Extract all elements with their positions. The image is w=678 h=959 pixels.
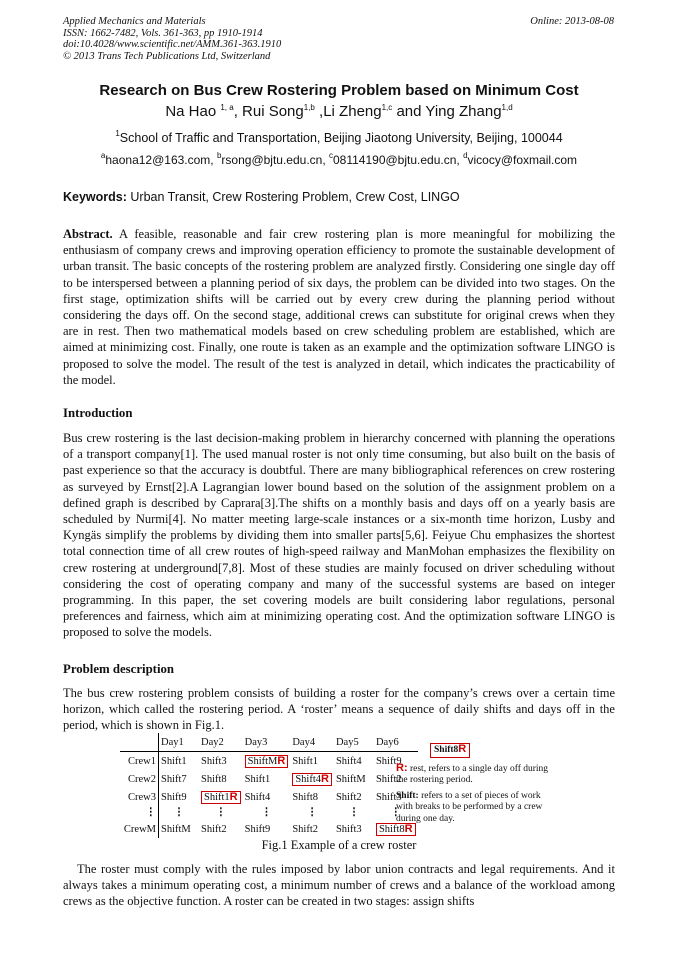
- day-header: Day6: [374, 733, 418, 752]
- abstract: [63, 226, 615, 388]
- shift-text: Shift4: [335, 755, 362, 767]
- shift-text: Shift9: [161, 791, 187, 803]
- keywords-label: Keywords:: [63, 190, 127, 204]
- roster-row: [120, 770, 418, 788]
- online-date: Online: 2013-08-08: [530, 16, 614, 27]
- author-sup: 1,c: [381, 103, 393, 112]
- shift-cell: [159, 820, 200, 838]
- day-header: Day3: [243, 733, 291, 752]
- shift-text: Shift1: [244, 773, 271, 785]
- shift-text: Shift2: [201, 823, 227, 835]
- rest-mark: R: [404, 823, 413, 835]
- abstract-text: A feasible, reasonable and fair crew rostering plan is more meaningful for mobilizing the enthusiasm of company crews and improving operation efficiency to promote the sustainable development of urban transit. The basic concepts of the rostering problem are analyzed firstly. Considering one single day off to be interspersed between a planning period of six days, the problem can be divided into two stages. On the first stage, optimization shifts will be carried out by every crew during the planning period without considering the days off. On the second stage, additional crews can substitute for original crews when they are in rest. Then two mathematical models based on crew scheduling problem are established, which are aimed at minimizing cost. Finally, one route is taken as an example and the optimization software LINGO is proposed to solve the model. The result of the test is analyzed in detail, which indicates the practicability of the model.: [63, 227, 615, 387]
- rest-box: [245, 755, 289, 768]
- ellipsis: ⋮: [348, 807, 360, 818]
- figure-caption: Fig.1 Example of a crew roster: [261, 838, 417, 852]
- roster-row: [120, 820, 418, 838]
- author-name: Rui Song: [242, 103, 304, 120]
- legend-shift-text: Shift8: [434, 745, 459, 755]
- email-sup: b: [216, 151, 222, 160]
- shift-cell: [243, 788, 291, 806]
- author-sup: 1,b: [303, 103, 315, 112]
- rest-mark: R: [321, 773, 329, 785]
- crew-label: Crew2: [120, 770, 159, 788]
- shift-cell: [334, 770, 374, 788]
- legend-shift-desc: refers to a set of pieces of work with breaks to be performed by a crew during one day.: [396, 790, 543, 824]
- email-link[interactable]: vicocy@foxmail.com: [467, 153, 578, 167]
- author-name: Li Zheng: [323, 103, 382, 120]
- email-link[interactable]: rsong@bjtu.edu.cn,: [221, 153, 329, 167]
- email-link[interactable]: 08114190@bjtu.edu.cn,: [333, 153, 464, 167]
- day-header: Day4: [290, 733, 334, 752]
- roster-ellipsis-row: [120, 806, 418, 820]
- legend-rest-label: R:: [396, 761, 408, 774]
- affiliation-text: School of Traffic and Transportation, Beijing Jiaotong University, Beijing, 100044: [119, 131, 563, 145]
- email-sup: a: [100, 151, 106, 160]
- rest-mark: R: [229, 791, 238, 803]
- author-name: Na Hao: [165, 103, 217, 120]
- author-sup: 1,d: [501, 103, 513, 112]
- closing-paragraph: The roster must comply with the rules imposed by labor union contracts and legal requirements. And it always takes a minimum operating cost, a minimum number of crews and a balance of the workload among crews as the objective function. A roster can be created in two stages: assign shifts: [63, 862, 615, 909]
- author-list: Na Hao $^{1, a}$, Rui Song$^{1,b}$ ,Li Zheng$^{1,c}$ and Ying Zhang$^{1,d}$: [165, 103, 513, 120]
- doi-line: doi:10.4028/www.scientific.net/AMM.361-363.1910: [63, 39, 282, 50]
- journal-name: Applied Mechanics and Materials: [63, 16, 206, 27]
- journal-header: [63, 16, 281, 62]
- shift-cell: [290, 770, 334, 788]
- shift-cell: [290, 820, 334, 838]
- day-header: Day2: [199, 733, 243, 752]
- introduction-text: Bus crew rostering is the last decision-making problem in hierarchy concerned with planning the operations of a transport company[1]. The used manual roster is not only time consuming, but also built on the basis of past experience so that the accuracy is doubtful. There are many bibliographical references on crew rostering as surveyed by Ernst[2].A Lagrangian lower bound based on the solution of the assignment problem on a defined graph is described by Caprara[3].The shifts on a monthly basis and days off on a yearly basis are scheduled by Nurmi[4]. No matter meeting large-scale instances or a six-month time horizon, Lusby and Kyngäs simplify the problems by dividing them into smaller parts[5,6]. Feiyue Chu emphasizes the shortest total connection time of all crew routes of high-speed railway and ManMohan emphasizes the flexibility on crew rostering at underground[7,8]. Most of these studies are mainly focused on driver scheduling without considering the cost of operating company and many of the successful systems are based on integer programming. In this paper, the set covering models are built considering labor regulations, personal preferences and fairness, which aim at minimizing operating cost. And the optimization software LINGO is proposed to solve the models.: [63, 431, 615, 640]
- shift-text: Shift7: [161, 773, 187, 785]
- affiliation: [0, 131, 678, 145]
- shift-text: ShiftM: [335, 773, 366, 785]
- shift-cell: [334, 788, 374, 806]
- shift-text: Shift4: [244, 791, 271, 803]
- email-sup: d: [463, 151, 468, 160]
- shift-cell: [290, 788, 334, 806]
- section-heading-introduction: Introduction: [63, 406, 133, 420]
- shift-text: ShiftM: [247, 756, 278, 767]
- roster-body: [120, 752, 418, 839]
- ellipsis: ⋮: [120, 806, 159, 820]
- day-header: Day1: [159, 733, 200, 752]
- shift-text: Shift2: [335, 791, 362, 803]
- shift-text: Shift2: [292, 823, 319, 835]
- legend-shift-label: Shift:: [396, 790, 419, 801]
- shift-cell: [159, 752, 200, 771]
- email-link[interactable]: haona12@163.com,: [105, 153, 217, 167]
- legend-shift-sample: [430, 743, 470, 758]
- shift-text: Shift1: [292, 755, 319, 767]
- shift-text: Shift1: [161, 755, 187, 767]
- shift-text: Shift8: [201, 773, 227, 785]
- author-sup: 1, a: [220, 103, 234, 112]
- legend-rest-text: rest, refers to a single day off during the rostering period.: [396, 763, 549, 785]
- author-name: Ying Zhang: [425, 103, 502, 120]
- ellipsis: ⋮: [215, 807, 227, 818]
- shift-text: Shift3: [335, 823, 362, 835]
- shift-cell: [159, 788, 200, 806]
- rest-mark: R: [277, 755, 286, 767]
- shift-cell: [334, 820, 374, 838]
- paper-title: Research on Bus Crew Rostering Problem based on Minimum Cost: [99, 82, 579, 99]
- roster-table: [120, 733, 418, 838]
- shift-text: Shift8: [378, 824, 405, 835]
- ellipsis: ⋮: [390, 807, 402, 818]
- shift-cell: [199, 770, 243, 788]
- ellipsis: ⋮: [173, 807, 185, 818]
- shift-cell: [334, 752, 374, 771]
- shift-cell: [159, 770, 200, 788]
- day-header: Day5: [334, 733, 374, 752]
- shift-cell: [243, 820, 291, 838]
- abstract-label: Abstract.: [63, 227, 113, 241]
- shift-cell: [199, 788, 243, 806]
- section-heading-problem: Problem description: [63, 662, 175, 676]
- shift-text: ShiftM: [161, 823, 191, 835]
- shift-cell: [290, 752, 334, 771]
- legend-rest: [396, 763, 556, 787]
- email-sup: c: [329, 151, 333, 160]
- copyright-line: © 2013 Trans Tech Publications Ltd, Switzerland: [63, 50, 271, 62]
- affiliation-sup: 1: [115, 129, 120, 138]
- problem-text: The bus crew rostering problem consists of building a roster for the company’s crews over a certain time horizon, which called the rostering period. A ‘roster’ means a sequence of daily shifts and days off in the period, which is shown in Fig.1.: [63, 686, 615, 733]
- shift-text: Shift1: [204, 792, 230, 803]
- email-list: [0, 153, 678, 167]
- ellipsis: ⋮: [306, 807, 318, 818]
- crew-label: Crew3: [120, 788, 159, 806]
- figure-legend: [396, 743, 556, 829]
- shift-text: Shift4: [295, 774, 322, 785]
- rest-box: [292, 773, 332, 786]
- crew-label: Crew1: [120, 752, 159, 771]
- shift-cell: [243, 770, 291, 788]
- ellipsis: ⋮: [261, 807, 272, 818]
- shift-text: Shift2: [375, 773, 402, 785]
- shift-text: Shift8: [292, 791, 319, 803]
- rest-box: [201, 791, 241, 804]
- shift-cell: [199, 820, 243, 838]
- shift-cell: [199, 752, 243, 771]
- shift-cell: [243, 752, 291, 771]
- crew-label: CrewM: [120, 820, 159, 838]
- issn-line: ISSN: 1662-7482, Vols. 361-363, pp 1910-1914: [63, 27, 263, 39]
- shift-text: Shift3: [201, 755, 227, 767]
- shift-text: Shift3: [375, 791, 402, 803]
- keywords-text: Urban Transit, Crew Rostering Problem, Crew Cost, LINGO: [130, 190, 460, 204]
- keywords: [63, 190, 460, 204]
- roster-row: [120, 752, 418, 771]
- legend-shift: [396, 791, 556, 826]
- shift-text: Shift9: [375, 755, 402, 767]
- roster-header-row: [120, 733, 418, 752]
- roster-row: [120, 788, 418, 806]
- rest-mark: R: [458, 743, 467, 755]
- shift-text: Shift9: [244, 823, 271, 835]
